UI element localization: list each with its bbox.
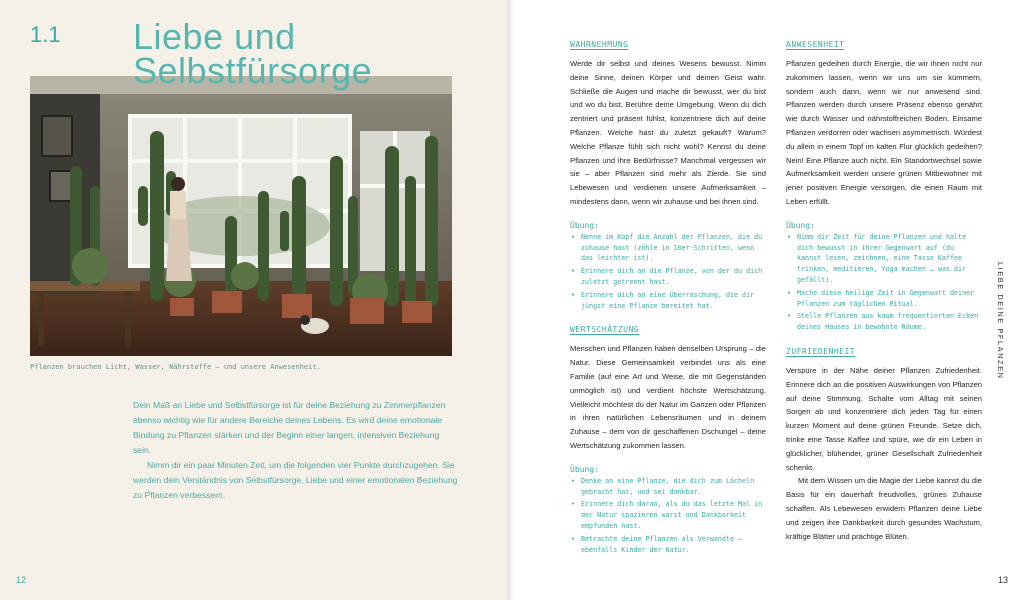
text-column-1 bbox=[570, 40, 766, 569]
list-item: • Nimm dir Zeit für deine Pflanzen und halte dich bewusst in ihrer Gegenwart auf (du kannst lesen, zeichnen, eine Tasse Kaffee trinken, meditieren, Yoga machen … was dir gefällt). bbox=[786, 232, 982, 286]
list-item: • Denke an eine Pflanze, die dich zum Lächeln gebracht hat, und sei dankbar. bbox=[570, 476, 766, 498]
heading-zufriedenheit: ZUFRIEDENHEIT bbox=[786, 346, 856, 356]
list-item: • Stelle Pflanzen aus kaum frequentierten Ecken deines Hauses in bewohnte Räume. bbox=[786, 311, 982, 333]
uebung-list-wertschaetzung bbox=[570, 476, 766, 556]
list-item: • Nenne im Kopf die Anzahl der Pflanzen, die du zuhause hast (zähle in 10er-Schritten, wenn das leichter ist). bbox=[570, 232, 766, 264]
page-title bbox=[133, 16, 373, 91]
list-item: • Erinnere dich daran, als du das letzte Mal in der Natur spazieren warst und Dankbarkeit empfunden hast. bbox=[570, 499, 766, 531]
list-item: • Erinnere dich an die Pflanze, von der du dich zuletzt getrennt hast. bbox=[570, 266, 766, 288]
page-number-right: 13 bbox=[998, 575, 1009, 585]
running-header-vertical: LIEBE DEINE PFLANZEN bbox=[996, 262, 1005, 380]
body-anwesenheit: Pflanzen gedeihen durch Energie, die wir ihnen nicht nur zukommen lassen, wenn wir uns um sie kümmern, sondern auch dann, wenn wir nur anwesend sind. Pflanzen werden durch unsere Präsenz ebenso genährt wie durch Wasser und nährstoffreichen Boden. Einsame Pflanzen verdorren oder wachsen asymmetrisch. Würdest du allein in einem Topf im kalten Flur glücklich gedeihen? Nein! Eine Pflanze auch nicht. Ein Standortwechsel sowie Aufmerksamkeit werden unsere grünen Mitbewohner mit jener positiven Energie versorgen, die einen Raum mit Leben erfüllt. bbox=[786, 59, 982, 206]
page-number-left: 12 bbox=[16, 575, 27, 585]
list-item: • Mache diese heilige Zeit in Gegenwart deiner Pflanzen zum täglichen Ritual. bbox=[786, 288, 982, 310]
body-zufriedenheit-2: Mit dem Wissen um die Magie der Liebe kannst du die Basis für ein dauerhaft freudvolles, grünes Zuhause schaffen. Als Lebewesen erwidern Pflanzen deine Liebe und zeigen ihre Dankbarkeit durch gesundes Wachstum, kräftige Blätter und prächtige Blüten. bbox=[786, 476, 982, 541]
text-column-2 bbox=[786, 40, 982, 555]
title-line-2: Selbstfürsorge bbox=[133, 50, 373, 91]
intro-paragraph-2: Nimm dir ein paar Minuten Zeit, um die folgenden vier Punkte durchzugehen. Sie werden dein Verständnis von Selbstfürsorge, Liebe und einer emotionalen Beziehung zu Pflanzen verbessern. bbox=[133, 460, 458, 500]
body-wahrnehmung: Werde dir selbst und deines Wesens bewusst. Nimm deine Sinne, deinen Körper und deinen Geist wahr. Schließe die Augen und mache dir bewusst, wer du bist und wo du bist. Berühre deine Umgebung. Wenn du dich zentriert und präsent fühlst, konzentriere dich auf deine Pflanzen. Welche hast du zuletzt gekauft? Warum? Welche Pflanze fühlt sich nicht wohl? Kennst du deine Pflanzen und ihre Bedürfnisse? Manchmal vergessen wir sie – aber Pflanzen sind mehr als Zierde. Sie sind Lebewesen und verdienen unsere Aufmerksamkeit – mindestens dann, wenn wir zuhause und bei ihnen sind. bbox=[570, 59, 766, 206]
section-number: 1.1 bbox=[30, 22, 61, 47]
title-line-1: Liebe und bbox=[133, 16, 296, 57]
body-wertschaetzung: Menschen und Pflanzen haben denselben Ursprung – die Natur. Diese Gemeinsamkeit verbindet uns als eine Familie (auf eine Art und Weise, die mit Gegenständen unmöglich ist) und verdient höchste Wertschätzung. Vielleicht möchtest du der Natur im Ganzen oder Pflanzen in ihren natürlichen Lebensräumen und in deinem Zuhause – dem von dir geschaffenen Dschungel – deine Wertschätzung zukommen lassen. bbox=[570, 344, 766, 450]
photo-caption: Pflanzen brauchen Licht, Wasser, Nährstoffe – und unsere Anwesenheit. bbox=[30, 363, 321, 371]
book-gutter bbox=[505, 0, 515, 600]
heading-wertschaetzung: WERTSCHÄTZUNG bbox=[570, 325, 640, 335]
intro-text bbox=[133, 398, 458, 503]
heading-wahrnehmung: WAHRNEHMUNG bbox=[570, 40, 629, 49]
photo-illustration bbox=[30, 76, 452, 356]
photo-woman-with-cacti bbox=[30, 76, 452, 356]
intro-paragraph-1: Dein Maß an Liebe und Selbstfürsorge ist für deine Beziehung zu Zimmerpflanzen ebenso wichtig wie für andere Bereiche deines Lebens. Es wird deine emotionale Bindung zu Pflanzen stärken und der Beginn einer langen, intensiven Beziehung sein. bbox=[133, 400, 446, 455]
list-item: • Erinnere dich an eine Überraschung, die dir jüngst eine Pflanze bereitet hat. bbox=[570, 290, 766, 312]
uebung-label: Übung: bbox=[570, 464, 599, 474]
uebung-list-wahrnehmung bbox=[570, 232, 766, 312]
uebung-label: Übung: bbox=[786, 220, 815, 230]
list-item: • Betrachte deine Pflanzen als Verwandte – ebenfalls Kinder der Natur. bbox=[570, 534, 766, 556]
uebung-label: Übung: bbox=[570, 220, 599, 230]
body-zufriedenheit-1: Verspüre in der Nähe deiner Pflanzen Zufriedenheit. Erinnere dich an die positiven Auswirkungen von Pflanzen auf deine Stimmung. Schalte vom Alltag mit seinen Sorgen ab und konzentriere dich jeden Tag für einen kurzen Moment auf deine grünen Freunde. Setze dich, trinke eine Tasse Kaffee und spüre, wie dir ein Leben in glücklicher, blühender, grüner Gesellschaft Zufriedenheit schenkt. bbox=[786, 365, 982, 472]
uebung-list-anwesenheit bbox=[786, 232, 982, 333]
heading-anwesenheit: ANWESENHEIT bbox=[786, 40, 845, 49]
